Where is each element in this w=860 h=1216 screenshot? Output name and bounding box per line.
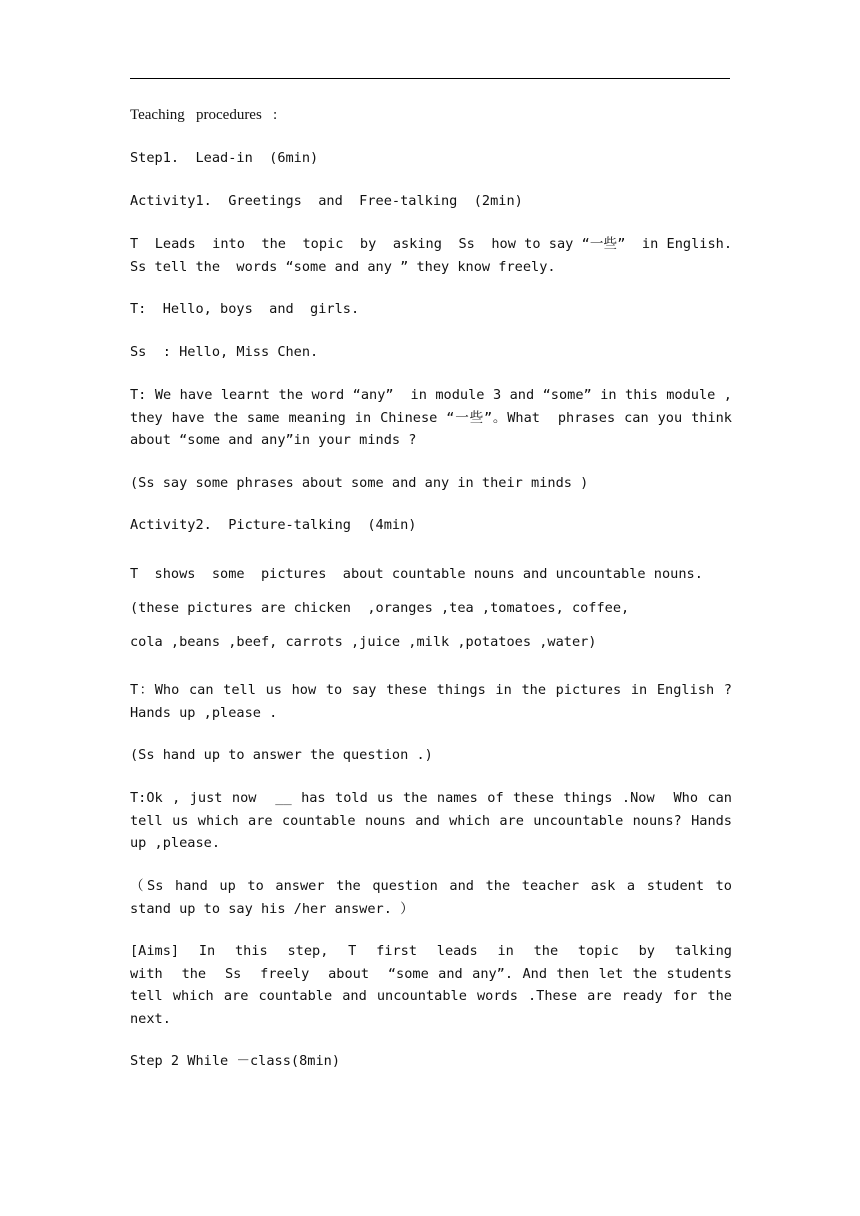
students-hand-up: (Ss hand up to answer the question .) [130, 747, 433, 763]
students-say-phrases: (Ss say some phrases about some and any in their minds ) [130, 475, 589, 491]
teacher-hello: T: Hello, boys and girls. [130, 301, 360, 317]
pictures-list-line1: (these pictures are chicken ,oranges ,tea ,tomatoes, coffee, [130, 600, 630, 616]
header-rule [130, 78, 730, 79]
activity1-heading: Activity1. Greetings and Free-talking (2min) [130, 193, 523, 209]
teacher-learnt-paragraph: T: We have learnt the word “any” in module 3 and “some” in this module , they have the same meaning in Chinese “一些”。What phrases can you think about “some and any”in your minds ? [130, 387, 741, 449]
pictures-list-line2: cola ,beans ,beef, carrots ,juice ,milk ,potatoes ,water) [130, 634, 597, 650]
students-hello: Ss : Hello, Miss Chen. [130, 344, 319, 360]
activity2-heading: Activity2. Picture-talking (4min) [130, 517, 417, 533]
intro-paragraph: T Leads into the topic by asking Ss how to say “一些” in English. Ss tell the words “some and any ” they know freely. [130, 236, 741, 275]
teacher-who-can-tell: T：Who can tell us how to say these things in the pictures in English ? Hands up ,please . [130, 682, 741, 721]
teacher-ok-paragraph: T:Ok , just now __ has told us the names of these things .Now Who can tell us which are countable nouns and which are uncountable nouns? Hands up ,please. [130, 790, 741, 852]
step2-heading: Step 2 While －class(8min) [130, 1053, 341, 1069]
aims-paragraph: [Aims] In this step, T first leads in the topic by talking with the Ss freely about “some and any”. And then let the students tell which are countable and uncountable words .These are ready for the next. [130, 943, 749, 1027]
step1-heading: Step1. Lead-in (6min) [130, 150, 319, 166]
students-hand-up-answer: （Ss hand up to answer the question and the teacher ask a student to stand up to say his /her answer. ） [130, 878, 741, 917]
procedures-heading: Teaching procedures : [130, 107, 278, 123]
teacher-shows-pictures: T shows some pictures about countable nouns and uncountable nouns. [130, 566, 703, 582]
